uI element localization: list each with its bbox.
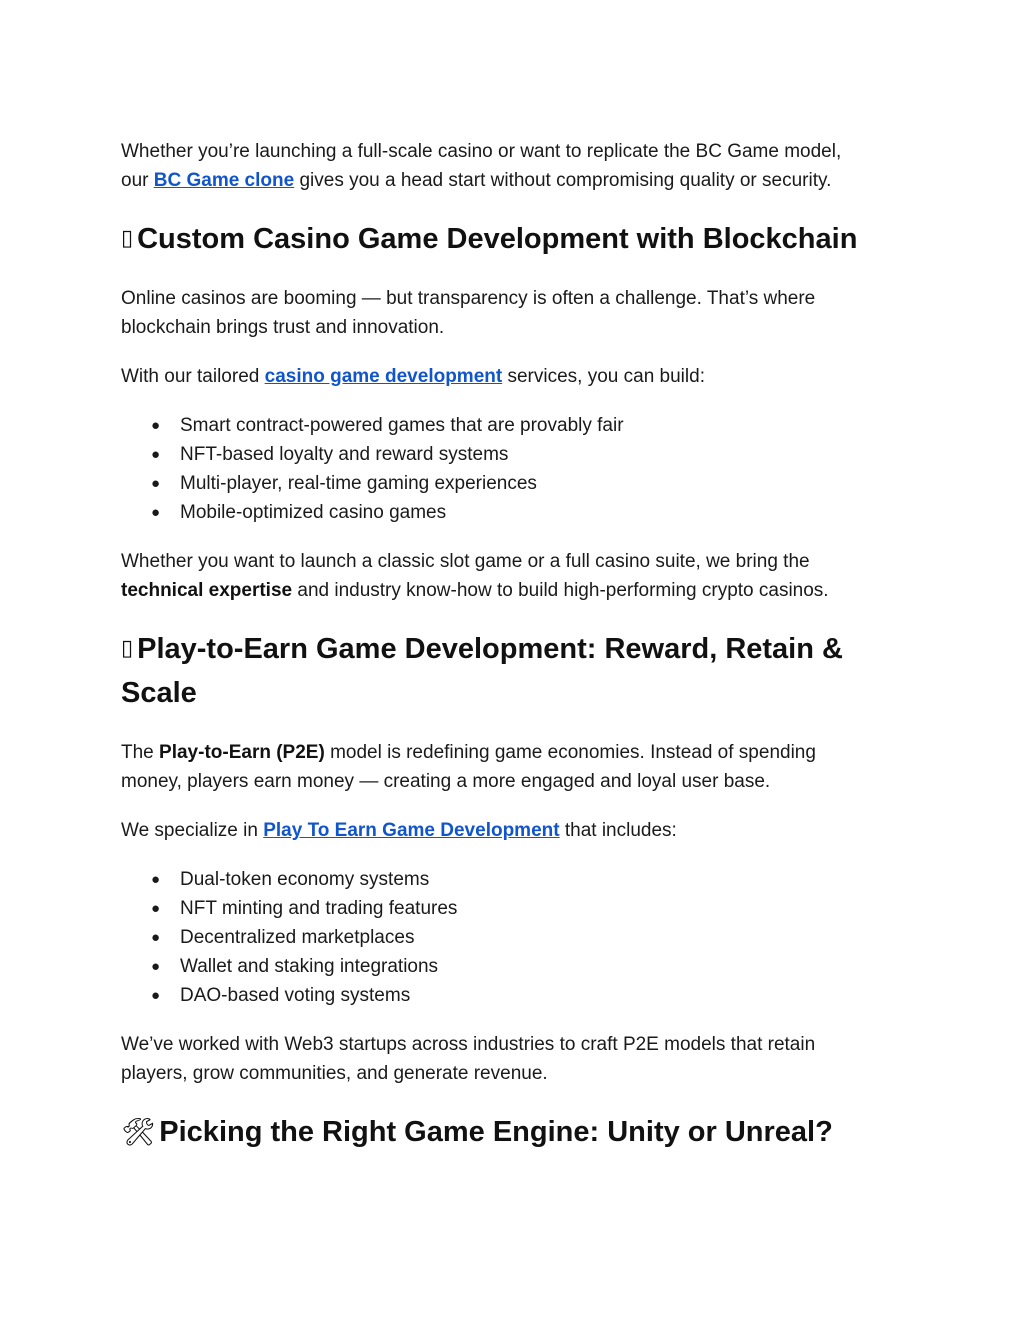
- missing-glyph-icon: ▯: [121, 226, 134, 251]
- bullet-icon: ●: [151, 504, 161, 521]
- bullet-icon: ●: [151, 475, 161, 492]
- list-item: ● Decentralized marketplaces: [121, 923, 901, 952]
- section-heading-custom-casino: [121, 217, 901, 261]
- intro-line-1: Whether you’re launching a full-scale casino or want to replicate the BC Game model,: [121, 141, 842, 162]
- section-heading-text: Custom Casino Game Development with Blockchain: [137, 223, 858, 255]
- list-item: ● Dual-token economy systems: [121, 865, 901, 894]
- list-item: ● DAO-based voting systems: [121, 981, 901, 1010]
- document-page: [121, 137, 901, 1155]
- bullet-icon: ●: [151, 900, 161, 917]
- casino-game-development-link[interactable]: casino game development: [264, 366, 503, 387]
- hammer-and-wrench-icon: 🛠: [121, 1117, 156, 1148]
- section1-paragraph-3: Whether you want to launch a classic slot game or a full casino suite, we bring the technical expertise and industry know-how to build high-performing crypto casinos.: [121, 551, 829, 601]
- bc-game-clone-link[interactable]: BC Game clone: [153, 170, 295, 191]
- section1-paragraph-2: With our tailored casino game development services, you can build:: [121, 366, 705, 387]
- p2e-bold: Play-to-Earn (P2E): [159, 742, 325, 763]
- bullet-icon: ●: [151, 446, 161, 463]
- section-heading-game-engine: 🛠 Picking the Right Game Engine: Unity or Unreal?: [121, 1110, 901, 1155]
- section2-bullet-list: [121, 865, 901, 1010]
- play-to-earn-link[interactable]: Play To Earn Game Development: [263, 820, 560, 841]
- bullet-icon: ●: [151, 871, 161, 888]
- list-item: ● Smart contract-powered games that are provably fair: [121, 411, 901, 440]
- bullet-icon: ●: [151, 958, 161, 975]
- technical-expertise-bold: technical expertise: [121, 580, 293, 601]
- section-heading-play-to-earn: ▯ Play-to-Earn Game Development: Reward, Retain & Scale: [121, 627, 901, 715]
- bullet-icon: ●: [151, 417, 161, 434]
- list-item: ● NFT minting and trading features: [121, 894, 901, 923]
- list-item: ● Mobile-optimized casino games: [121, 498, 901, 527]
- list-item: ● NFT-based loyalty and reward systems: [121, 440, 901, 469]
- bullet-icon: ●: [151, 929, 161, 946]
- section2-paragraph-1: The Play-to-Earn (P2E) model is redefining game economies. Instead of spending money, players earn money — creating a more engaged and loyal user base.: [121, 742, 816, 792]
- section2-paragraph-2: We specialize in Play To Earn Game Development that includes:: [121, 820, 677, 841]
- intro-post: gives you a head start without compromising quality or security.: [294, 170, 832, 191]
- intro-paragraph: [121, 137, 901, 195]
- intro-pre: our: [121, 170, 154, 191]
- bullet-icon: ●: [151, 987, 161, 1004]
- missing-glyph-icon: ▯: [121, 636, 134, 661]
- list-item: ● Multi-player, real-time gaming experiences: [121, 469, 901, 498]
- section1-paragraph-1: Online casinos are booming — but transparency is often a challenge. That’s where blockchain brings trust and innovation.: [121, 288, 816, 338]
- section2-paragraph-3: We’ve worked with Web3 startups across industries to craft P2E models that retain players, grow communities, and generate revenue.: [121, 1034, 816, 1084]
- section1-bullet-list: [121, 411, 901, 527]
- list-item: ● Wallet and staking integrations: [121, 952, 901, 981]
